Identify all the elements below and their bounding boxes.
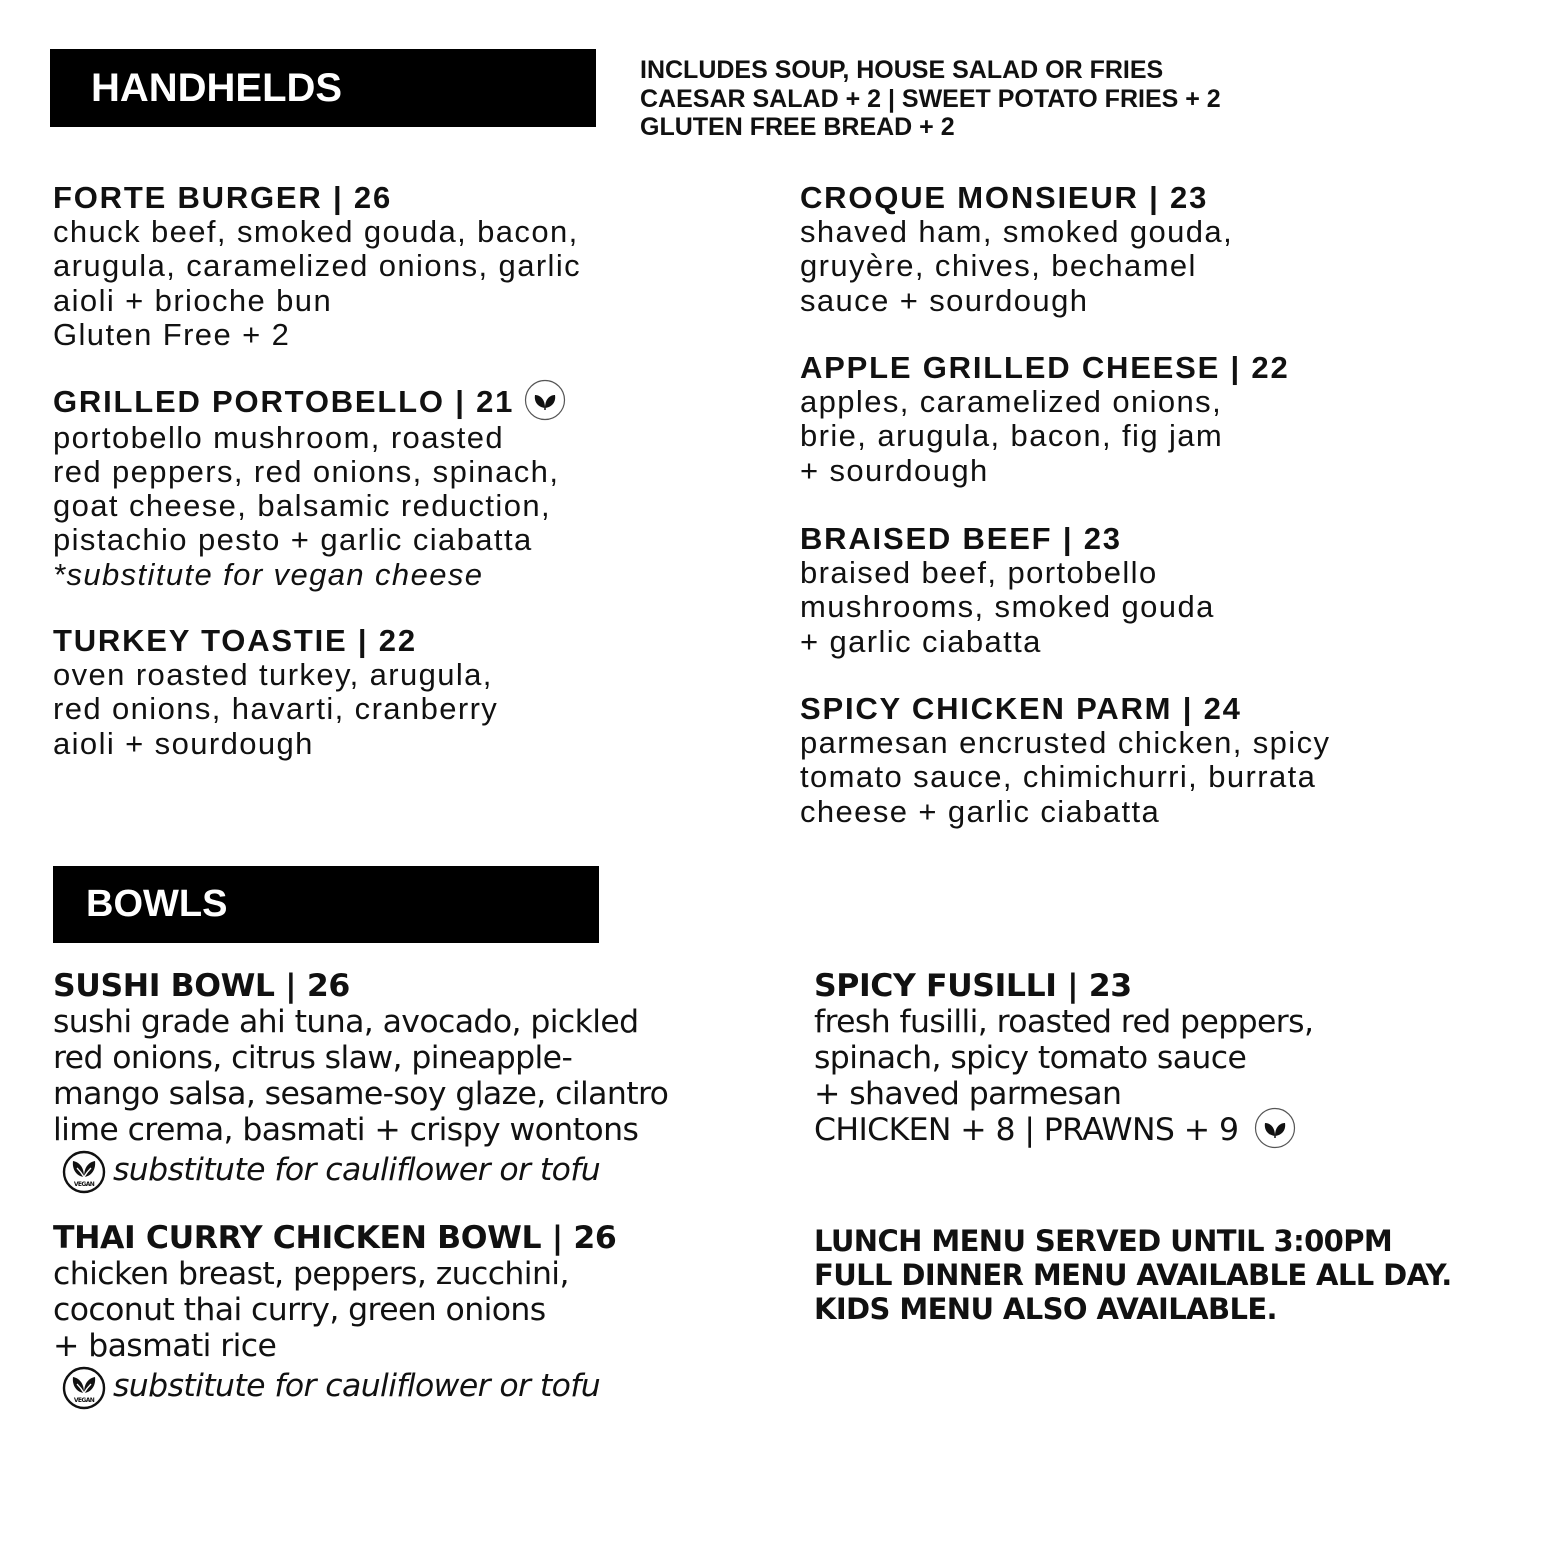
item-addons: CHICKEN + 8 | PRAWNS + 9 [814, 1112, 1239, 1148]
handhelds-includes-note [640, 56, 1221, 142]
item-description-line: tomato sauce, chimichurri, burrata [800, 759, 1317, 795]
item-description-line: chuck beef, smoked gouda, bacon, [53, 214, 579, 250]
item-name: FORTE BURGER | 26 [53, 180, 392, 215]
item-description-line: red peppers, red onions, spinach, [53, 454, 560, 490]
item-description-line: + shaved parmesan [814, 1076, 1122, 1112]
menu-item-turkey-toastie [53, 624, 498, 761]
item-description-line: gruyère, chives, bechamel [800, 248, 1197, 284]
item-name: SUSHI BOWL | 26 [53, 968, 350, 1004]
item-description-line: lime crema, basmati + crispy wontons [53, 1112, 639, 1148]
svg-text:VEGAN: VEGAN [73, 1397, 95, 1404]
item-name: BRAISED BEEF | 23 [800, 521, 1122, 556]
includes-line: CAESAR SALAD + 2 | SWEET POTATO FRIES + 2 [640, 84, 1221, 113]
svg-text:VEGAN: VEGAN [73, 1181, 95, 1188]
vegan-badge-icon [61, 1148, 107, 1194]
item-name: SPICY FUSILLI | 23 [814, 968, 1132, 1004]
item-description-line: pistachio pesto + garlic ciabatta [53, 522, 533, 558]
handhelds-section-header [50, 49, 596, 127]
item-description-line: brie, arugula, bacon, fig jam [800, 418, 1224, 454]
item-substitution-note: substitute for cauliflower or tofu [113, 1368, 601, 1404]
item-description-line: mango salsa, sesame-soy glaze, cilantro [53, 1076, 669, 1112]
menu-item-braised-beef [800, 522, 1215, 659]
item-description-line: cheese + garlic ciabatta [800, 793, 1161, 829]
item-description-line: braised beef, portobello [800, 555, 1158, 591]
item-description-line: oven roasted turkey, arugula, [53, 657, 493, 693]
menu-item-spicy-fusilli [814, 968, 1313, 1149]
item-name: GRILLED PORTOBELLO | 21 [53, 384, 515, 419]
item-name: CROQUE MONSIEUR | 23 [800, 180, 1209, 215]
item-name: APPLE GRILLED CHEESE | 22 [800, 350, 1290, 385]
item-description-line: aioli + sourdough [53, 725, 314, 761]
item-description-line: apples, caramelized onions, [800, 384, 1223, 420]
menu-item-forte-burger [53, 181, 581, 352]
handhelds-title: HANDHELDS [91, 65, 343, 110]
item-description-line: portobello mushroom, roasted [53, 419, 505, 455]
menu-item-apple-grilled-cheese [800, 351, 1290, 488]
item-description-line: goat cheese, balsamic reduction, [53, 488, 552, 524]
item-substitution-note: substitute for cauliflower or tofu [113, 1152, 601, 1188]
menu-availability-notes [814, 1224, 1452, 1326]
note-line: FULL DINNER MENU AVAILABLE ALL DAY. [814, 1258, 1452, 1292]
item-description-line: shaved ham, smoked gouda, [800, 214, 1234, 250]
menu-item-spicy-chicken-parm [800, 692, 1330, 829]
item-description-line: red onions, havarti, cranberry [53, 691, 499, 727]
item-description-line: parmesan encrusted chicken, spicy [800, 725, 1331, 761]
item-name: TURKEY TOASTIE | 22 [53, 623, 417, 658]
item-description-line: fresh fusilli, roasted red peppers, [814, 1004, 1314, 1040]
vegetarian-leaf-icon [524, 379, 566, 421]
item-description-line: coconut thai curry, green onions [53, 1292, 546, 1328]
menu-item-sushi-bowl [53, 968, 668, 1194]
item-description-line: arugula, caramelized onions, garlic [53, 248, 582, 284]
note-line: LUNCH MENU SERVED UNTIL 3:00PM [814, 1224, 1393, 1258]
item-description-line: chicken breast, peppers, zucchini, [53, 1256, 569, 1292]
item-description-line: + basmati rice [53, 1328, 277, 1364]
item-description-line: sauce + sourdough [800, 282, 1089, 318]
note-line: KIDS MENU ALSO AVAILABLE. [814, 1292, 1277, 1326]
menu-item-grilled-portobello [53, 385, 566, 592]
includes-line: GLUTEN FREE BREAD + 2 [640, 113, 955, 141]
vegan-badge-icon [61, 1364, 107, 1410]
item-name: THAI CURRY CHICKEN BOWL | 26 [53, 1220, 617, 1256]
item-description-line: Gluten Free + 2 [53, 316, 291, 352]
menu-item-thai-curry-chicken-bowl [53, 1220, 616, 1410]
includes-line: INCLUDES SOUP, HOUSE SALAD OR FRIES [640, 56, 1164, 84]
menu-item-croque-monsieur [800, 181, 1233, 318]
bowls-section-header [53, 866, 599, 943]
vegetarian-leaf-icon [1254, 1107, 1296, 1149]
bowls-title: BOWLS [86, 883, 228, 925]
item-description-line: + garlic ciabatta [800, 623, 1042, 659]
item-description-line: sushi grade ahi tuna, avocado, pickled [53, 1004, 639, 1040]
item-description-line: + sourdough [800, 452, 989, 488]
item-description-line: red onions, citrus slaw, pineapple- [53, 1040, 573, 1076]
item-name: SPICY CHICKEN PARM | 24 [800, 691, 1242, 726]
item-description-line: aioli + brioche bun [53, 282, 333, 318]
item-description-line: spinach, spicy tomato sauce [814, 1040, 1247, 1076]
item-substitution-note: *substitute for vegan cheese [53, 556, 484, 592]
item-description-line: mushrooms, smoked gouda [800, 589, 1215, 625]
